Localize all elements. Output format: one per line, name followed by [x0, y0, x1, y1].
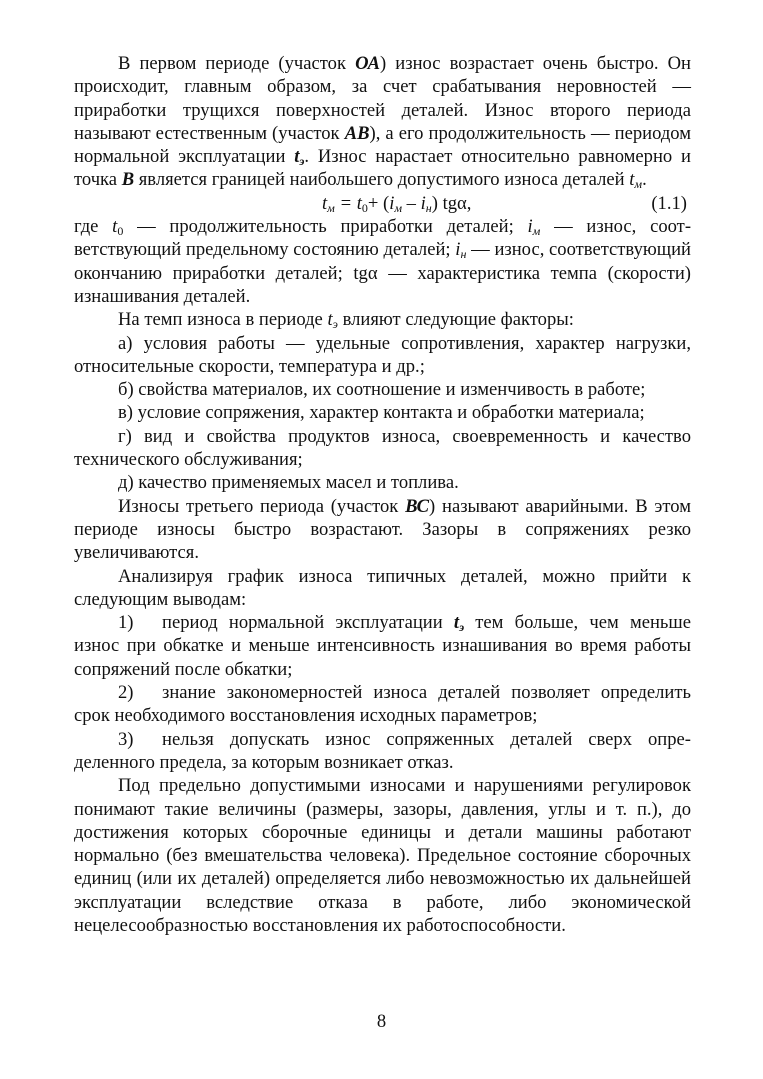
text-run: влияют следующие факторы: — [337, 309, 574, 331]
numbered-item — [74, 681, 691, 728]
text-run: На темп износа в периоде — [118, 309, 328, 331]
paragraph-factors-intro — [74, 308, 691, 331]
paragraph-limits: Под предельно допустимыми износами и нарушениями регулировок понимают такие величины (размеры, зазоры, давления, углы и т. п.), до достижения которых сборочные единицы и детали машины работают нормально (без вмешательства человека). Предельное состояние сборочных единиц (или их деталей) определяется либо невозможностью их дальнейшей эксплуатации вследствие отказа в работе, либо экономической нецелесообразностью восстановления их работоспособности. — [74, 775, 691, 936]
symbol-subscript: 0 — [117, 224, 124, 239]
symbol-subscript: н — [460, 247, 467, 262]
paragraph-conclusions-intro: Анализируя график износа типичных деталей, можно прийти к следующим выводам: — [74, 565, 691, 610]
list-item: а) условия работы — удельные сопротивления, характер нагрузки, относительные скорости, температура и др.; — [74, 332, 691, 377]
text-run: Износы третьего периода (участок — [118, 495, 406, 517]
text-run: ) называют аварийными. В этом периоде износы быстро возрастают. Зазоры в сопряжениях резко увеличиваются. — [74, 495, 691, 564]
text-run: является границей наибольшего допустимого износа деталей — [134, 169, 630, 191]
text-run: нельзя допускать износ сопряженных деталей сверх определенного предела, за которым возникает отказ. — [74, 728, 691, 773]
list-item: д) качество применяемых масел и топлива. — [118, 472, 459, 494]
paragraph-third-period — [74, 495, 691, 565]
formula-sub: 0 — [361, 200, 368, 215]
symbol-in: i — [455, 239, 461, 261]
formula-expression — [322, 192, 471, 215]
text-run: . Износ нарастает относительно равномерно и точка — [74, 146, 691, 191]
formula-var: i — [389, 192, 395, 214]
symbol-subscript: м — [532, 224, 541, 239]
text-run: . — [642, 169, 647, 191]
text-run: знание закономерностей износа деталей позволяет определить срок необходимого восстановления исходных параметров; — [74, 682, 691, 727]
formula-sub: н — [425, 200, 432, 215]
symbol-tm: t — [629, 169, 635, 191]
point-b: В — [121, 169, 135, 191]
formula-sub: м — [394, 200, 403, 215]
formula-op: + ( — [367, 192, 390, 214]
symbol-subscript: э — [299, 154, 305, 169]
list-item: г) вид и свойства продуктов износа, своевременность и качество технического обслуживания; — [74, 425, 691, 471]
text-run: где — [74, 216, 113, 238]
formula-var: t — [322, 192, 328, 214]
equation-number: (1.1) — [651, 192, 687, 214]
text-run: период нормальной эксплуатации — [162, 612, 454, 634]
formula-1-1 — [74, 192, 691, 215]
symbol-t0: t — [112, 216, 118, 238]
formula-op: ) tgα, — [431, 192, 472, 214]
numbered-item — [74, 611, 691, 681]
text-run: — износ, соответствующий предельному состоянию деталей; — [74, 216, 692, 261]
symbol-subscript: э — [332, 317, 338, 332]
document-body — [74, 52, 691, 937]
item-number: 3) — [118, 728, 134, 750]
symbol-subscript: м — [634, 177, 643, 192]
symbol-te: t — [327, 309, 333, 331]
formula-var: i — [420, 192, 426, 214]
segment-ab: АВ — [344, 122, 370, 144]
symbol-t: t — [294, 146, 300, 168]
formula-var: = t — [334, 192, 362, 214]
symbol-im: i — [527, 216, 533, 238]
segment-bc: ВС — [405, 495, 430, 517]
text-run: ), а его продолжительность — периодом нормальной эксплуатации — [74, 122, 692, 168]
formula-sub: м — [327, 200, 335, 215]
text-run: — продолжительность приработки деталей; — [123, 216, 528, 238]
text-run: — износ, соответствующий окончанию приработки деталей; tgα — характеристика темпа (скорости) изнашивания деталей. — [74, 239, 691, 307]
list-item: в) условие сопряжения, характер контакта и обработки материала; — [118, 402, 645, 424]
formula-op: – — [402, 192, 421, 214]
symbol-subscript: э — [459, 620, 465, 635]
symbol-t: t — [453, 612, 460, 634]
text-run: В первом периоде (участок — [118, 53, 356, 74]
paragraph-periods — [74, 52, 691, 192]
text-run: ) износ возрастает очень быстро. Он происходит, главным образом, за счет срабатывания неровностей — приработки трущихся поверхностей деталей. Износ второго периода называют естественным (участок — [74, 53, 691, 144]
list-item: б) свойства материалов, их соотношение и изменчивость в работе; — [118, 379, 646, 401]
paragraph-where — [74, 215, 691, 308]
segment-oa: ОА — [355, 53, 381, 74]
numbered-item — [74, 728, 691, 775]
item-number: 2) — [118, 682, 134, 704]
item-number: 1) — [118, 612, 134, 634]
text-run: тем больше, чем меньше износ при обкатке и меньше интенсивность изнашивания во время работы сопряжений после обкатки; — [74, 612, 691, 680]
page-number: 8 — [376, 1011, 387, 1032]
